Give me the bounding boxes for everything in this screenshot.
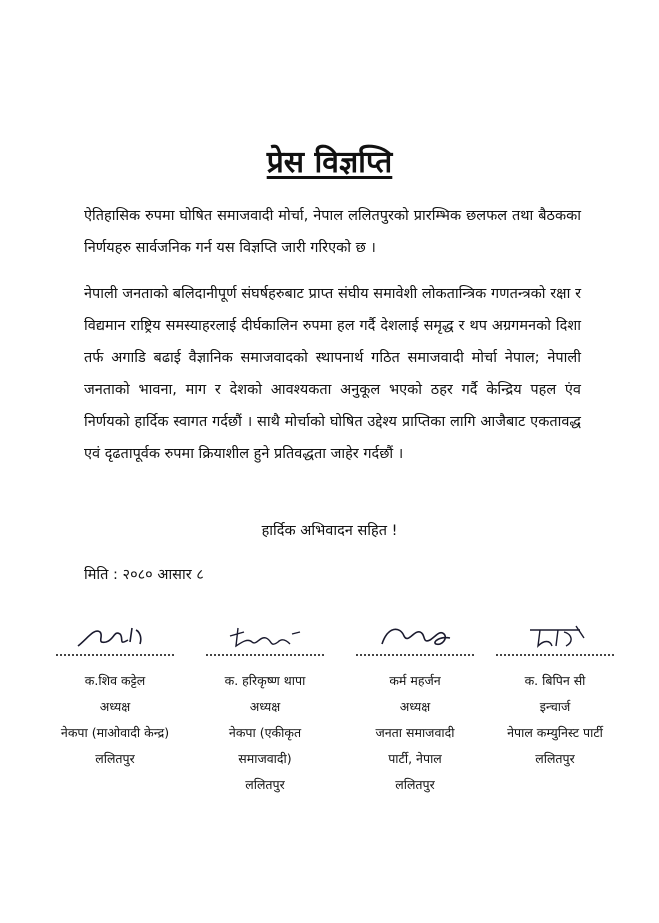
- signature-line: [206, 654, 324, 656]
- signatory-name: क. बिपिन सी: [524, 673, 586, 688]
- signature-image: [370, 618, 460, 654]
- signatures-row: [40, 618, 630, 818]
- signatory-name: क.शिव कट्टेल: [84, 673, 146, 688]
- signatory-title: अध्यक्ष: [249, 699, 281, 714]
- signatory-org: नेपाल कम्युनिस्ट पार्टी: [507, 725, 603, 740]
- date-line: मिति : २०८० आसार ८: [84, 567, 204, 583]
- signatory-org: जनता समाजवादी: [375, 725, 455, 740]
- signatory-block: [340, 618, 490, 798]
- signatory-block: [40, 618, 190, 772]
- paragraph-intro: ऐतिहासिक रुपमा घोषित समाजवादी मोर्चा, नेपाल ललितपुरको प्रारम्भिक छलफल तथा बैठकका निर्णयहरु सार्वजनिक गर्न यस विज्ञप्ति जारी गरिएको छ ।: [84, 208, 581, 256]
- signatory-block: [190, 618, 340, 798]
- page-title: प्रेस विज्ञप्ति: [266, 145, 393, 180]
- signatory-title: अध्यक्ष: [99, 699, 131, 714]
- signatory-org: पार्टी, नेपाल: [388, 751, 442, 766]
- signatory-place: ललितपुर: [245, 777, 285, 792]
- signatory-place: ललितपुर: [395, 777, 435, 792]
- signatory-name: क. हरिकृष्ण थापा: [224, 673, 306, 688]
- signature-line: [496, 654, 614, 656]
- paragraph-body: नेपाली जनताको बलिदानीपूर्ण संघर्षहरुबाट प्राप्त संघीय समावेशी लोकतान्त्रिक गणतन्त्रको रक्षा र विद्यमान राष्ट्रिय समस्याहरलाई दीर्घकालिन रुपमा हल गर्दै देशलाई समृद्ध र थप अग्रगमनको दिशा तर्फ अगाडि बढाई वैज्ञानिक समाजवादको स्थापनार्थ गठित समाजवादी मोर्चा नेपाल; नेपाली जनताको भावना, माग र देशको आवश्यकता अनुकूल भएको ठहर गर्दै केन्द्रिय पहल एंव निर्णयको हार्दिक स्वागत गर्दछौं । साथै मोर्चाको घोषित उद्देश्य प्राप्तिका लागि आजैबाट एकतावद्ध एवं दृढतापूर्वक रुपमा क्रियाशील हुने प्रतिवद्धता जाहेर गर्दछौं ।: [84, 286, 581, 462]
- signatory-org: नेकपा (एकीकृत: [228, 725, 302, 740]
- signature-image: [510, 618, 600, 654]
- signature-line: [356, 654, 474, 656]
- signatory-place: ललितपुर: [95, 751, 135, 766]
- signature-image: [220, 618, 310, 654]
- signature-line: [56, 654, 174, 656]
- signatory-org: समाजवादी): [238, 751, 292, 766]
- signature-image: [70, 618, 160, 654]
- signatory-block: [480, 618, 630, 772]
- signatory-title: इन्चार्ज: [539, 699, 571, 714]
- greeting: हार्दिक अभिवादन सहित !: [261, 523, 398, 539]
- signatory-name: कर्म महर्जन: [389, 673, 441, 688]
- signatory-title: अध्यक्ष: [399, 699, 431, 714]
- signatory-org: नेकपा (माओवादी केन्द्र): [60, 725, 170, 740]
- signatory-place: ललितपुर: [535, 751, 575, 766]
